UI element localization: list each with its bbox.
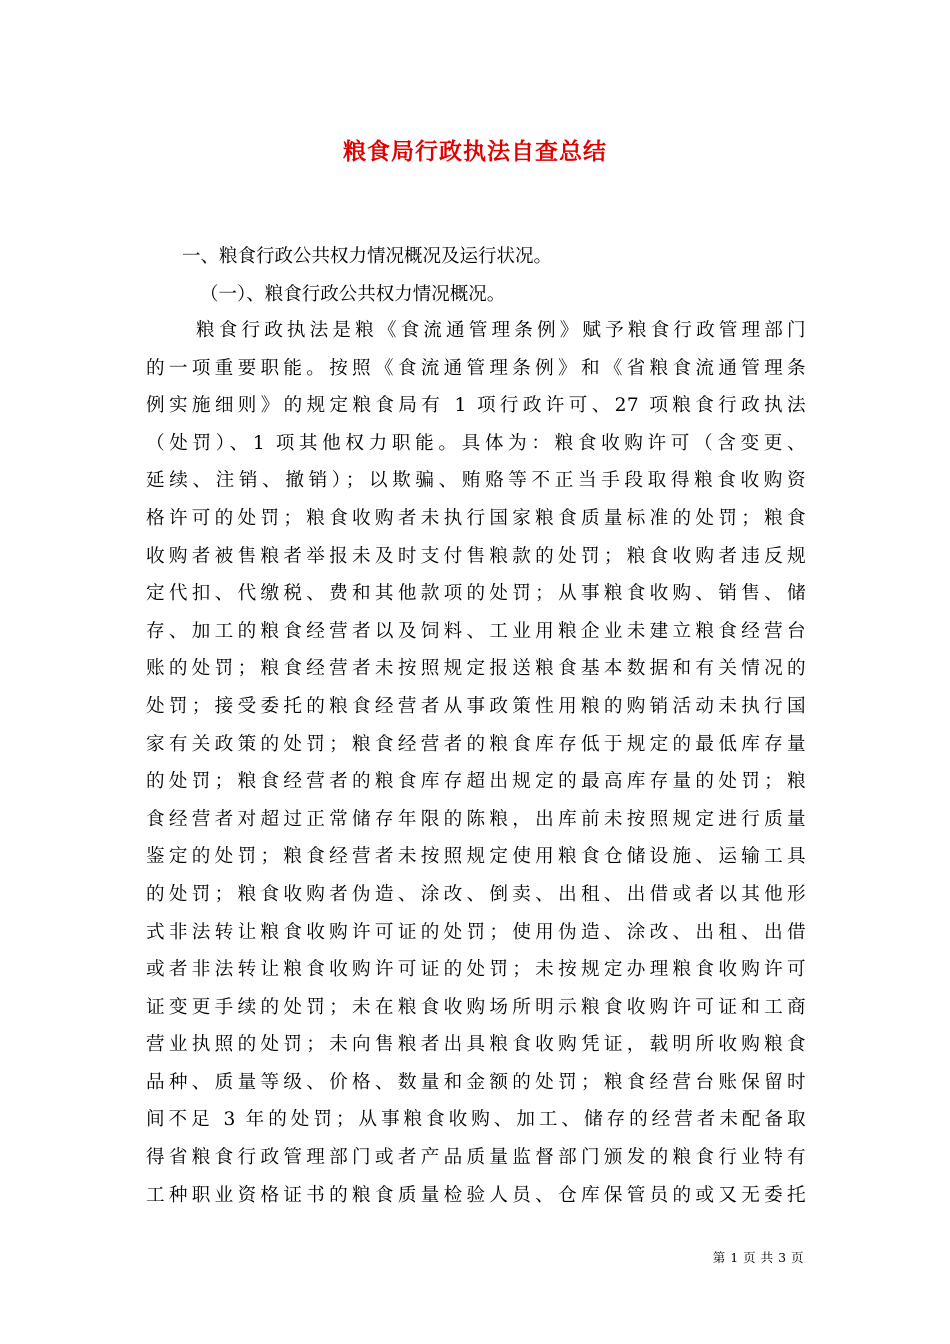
body-paragraph (146, 318, 806, 1220)
paragraph-line: 间不足 3 年的处罚；从事粮食收购、加工、储存的经营者未配备取 (146, 1109, 806, 1131)
section-heading: 一、粮食行政公共权力情况概况及运行状况。 (182, 246, 553, 267)
paragraph-line: （处罚）、1 项其他权力职能。具体为：粮食收购许可（含变更、 (146, 432, 806, 454)
page-title: 粮食局行政执法自查总结 (343, 138, 607, 165)
paragraph-line: 存、加工的粮食经营者以及饲料、工业用粮企业未建立粮食经营台 (146, 620, 806, 642)
paragraph-line: 式非法转让粮食收购许可证的处罚；使用伪造、涂改、出租、出借 (146, 921, 806, 943)
paragraph-line: 品种、质量等级、价格、数量和金额的处罚；粮食经营台账保留时 (146, 1071, 806, 1093)
paragraph-line: 粮食行政执法是粮《食流通管理条例》赋予粮食行政管理部门 (196, 320, 806, 341)
paragraph-line: 延续、注销、撤销）；以欺骗、贿赂等不正当手段取得粮食收购资 (146, 470, 806, 492)
paragraph-line: 营业执照的处罚；未向售粮者出具粮食收购凭证，载明所收购粮食 (146, 1034, 806, 1056)
paragraph-line: 得省粮食行政管理部门或者产品质量监督部门颁发的粮食行业特有 (146, 1147, 806, 1169)
paragraph-line: 的一项重要职能。按照《食流通管理条例》和《省粮食流通管理条 (146, 357, 806, 379)
paragraph-line: 的处罚；粮食收购者伪造、涂改、倒卖、出租、出借或者以其他形 (146, 883, 806, 905)
paragraph-line: 工种职业资格证书的粮食质量检验人员、仓库保管员的或又无委托 (146, 1184, 806, 1206)
subsection-heading: （一）、粮食行政公共权力情况概况。 (200, 284, 506, 305)
paragraph-line: 鉴定的处罚；粮食经营者未按照规定使用粮食仓储设施、运输工具 (146, 846, 806, 868)
paragraph-line: 格许可的处罚；粮食收购者未执行国家粮食质量标准的处罚；粮食 (146, 507, 806, 529)
paragraph-line: 或者非法转让粮食收购许可证的处罚；未按规定办理粮食收购许可 (146, 959, 806, 981)
paragraph-line: 定代扣、代缴税、费和其他款项的处罚；从事粮食收购、销售、储 (146, 583, 806, 605)
paragraph-line: 收购者被售粮者举报未及时支付售粮款的处罚；粮食收购者违反规 (146, 545, 806, 567)
page-number-footer: 第 1 页 共 3 页 (712, 1250, 804, 1265)
paragraph-line: 处罚；接受委托的粮食经营者从事政策性用粮的购销活动未执行国 (146, 695, 806, 717)
paragraph-line: 账的处罚；粮食经营者未按照规定报送粮食基本数据和有关情况的 (146, 658, 806, 680)
paragraph-line: 的处罚；粮食经营者的粮食库存超出规定的最高库存量的处罚；粮 (146, 771, 806, 793)
paragraph-line: 食经营者对超过正常储存年限的陈粮，出库前未按照规定进行质量 (146, 808, 806, 830)
paragraph-line: 例实施细则》的规定粮食局有 1 项行政许可、27 项粮食行政执法 (146, 395, 806, 417)
paragraph-line: 家有关政策的处罚；粮食经营者的粮食库存低于规定的最低库存量 (146, 733, 806, 755)
paragraph-line: 证变更手续的处罚；未在粮食收购场所明示粮食收购许可证和工商 (146, 996, 806, 1018)
